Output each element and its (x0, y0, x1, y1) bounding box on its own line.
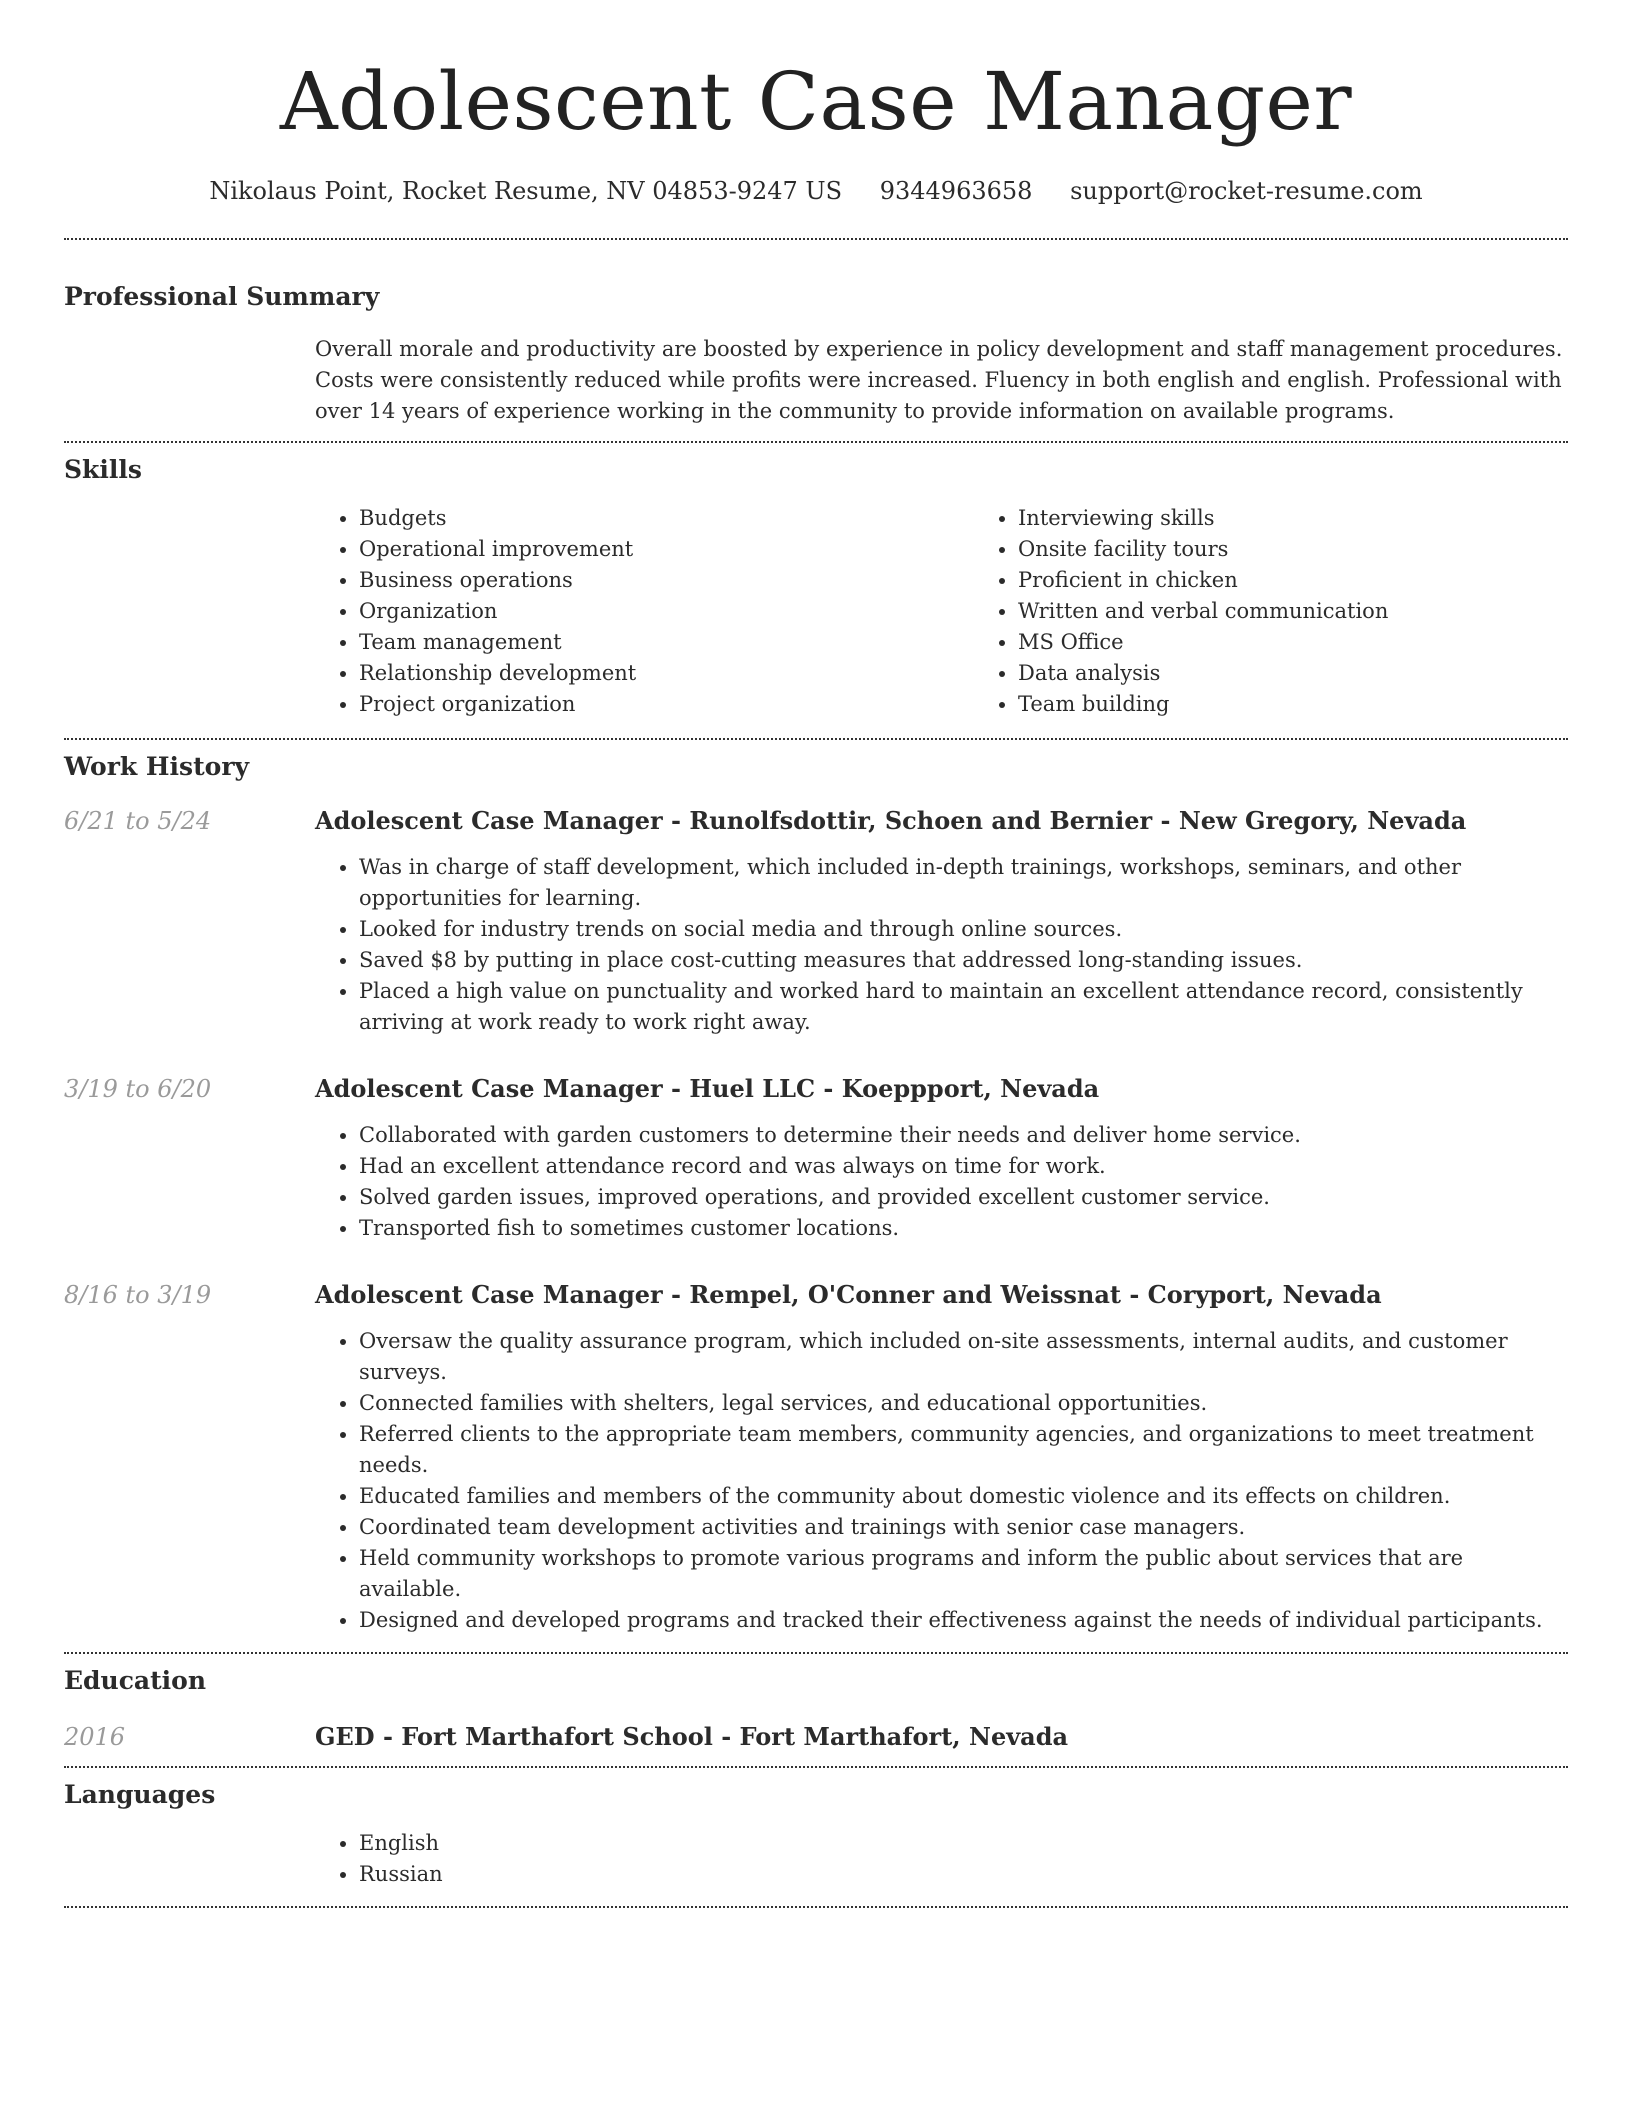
list-item: • Connected families with shelters, legal services, and educational opportunities. (359, 1388, 1568, 1419)
list-item: • Saved $8 by putting in place cost-cutting measures that addressed long-standing issues. (359, 945, 1568, 976)
list-item: • Designed and developed programs and tracked their effectiveness against the needs of individual participants. (359, 1605, 1568, 1636)
work-section (64, 750, 1568, 1636)
list-item: • Looked for industry trends on social media and through online sources. (359, 914, 1568, 945)
job-entry (64, 804, 1568, 1038)
divider (64, 738, 1568, 740)
list-item: • Proficient in chicken (1018, 565, 1632, 596)
list-item: • Placed a high value on punctuality and worked hard to maintain an excellent attendance record, consistently arriving at work ready to work right away. (359, 976, 1568, 1038)
list-item: • Had an excellent attendance record and was always on time for work. (359, 1151, 1568, 1182)
list-item: • Collaborated with garden customers to determine their needs and deliver home service. (359, 1120, 1568, 1151)
skills-section (64, 453, 1568, 720)
list-item: • Team management (359, 627, 974, 658)
job-bullets (315, 852, 1568, 1038)
list-item: • Onsite facility tours (1018, 534, 1632, 565)
divider (64, 1766, 1568, 1768)
summary-text: Overall morale and productivity are boosted by experience in policy development and staff management procedures. Costs were consistently reduced while profits were increased. Fluency in both english and english. Professional with over 14 years of experience working in the community to provide information on available programs. (315, 337, 1563, 423)
list-item: • Was in charge of staff development, which included in-depth trainings, workshops, seminars, and other opportunities for learning. (359, 852, 1568, 914)
skills-list-left (315, 503, 974, 720)
list-item: • Team building (1018, 689, 1632, 720)
section-title-languages: Languages (64, 1780, 216, 1809)
job-dates: 3/19 to 6/20 (64, 1075, 212, 1103)
skills-list-right (974, 503, 1632, 720)
list-item: • Project organization (359, 689, 974, 720)
list-item: • Coordinated team development activities and trainings with senior case managers. (359, 1512, 1568, 1543)
section-title-skills: Skills (64, 455, 142, 484)
candidate-name: Adolescent Case Manager (279, 55, 1353, 148)
list-item: • MS Office (1018, 627, 1632, 658)
divider (64, 1652, 1568, 1654)
job-heading: Adolescent Case Manager - Huel LLC - Koeppport, Nevada (315, 1074, 1100, 1103)
list-item: • Written and verbal communication (1018, 596, 1632, 627)
list-item: • Operational improvement (359, 534, 974, 565)
list-item: • Interviewing skills (1018, 503, 1632, 534)
list-item: • Business operations (359, 565, 974, 596)
list-item: • Educated families and members of the community about domestic violence and its effects on children. (359, 1481, 1568, 1512)
list-item: • Referred clients to the appropriate team members, community agencies, and organizations to meet treatment needs. (359, 1419, 1568, 1481)
job-entry (64, 1278, 1568, 1636)
divider (64, 441, 1568, 443)
list-item: • Budgets (359, 503, 974, 534)
contact-email: support@rocket-resume.com (1070, 177, 1423, 205)
skills-columns (315, 503, 1632, 720)
section-title-education: Education (64, 1666, 207, 1695)
contact-line (64, 174, 1568, 208)
section-title-work: Work History (64, 752, 250, 781)
education-year: 2016 (64, 1723, 126, 1751)
list-item: • Transported fish to sometimes customer locations. (359, 1213, 1568, 1244)
divider (64, 238, 1568, 240)
list-item: • English (359, 1828, 1568, 1859)
education-heading: GED - Fort Marthafort School - Fort Marthafort, Nevada (315, 1722, 1069, 1751)
education-section (64, 1664, 1568, 1754)
job-dates: 6/21 to 5/24 (64, 807, 212, 835)
list-item: • Data analysis (1018, 658, 1632, 689)
job-heading: Adolescent Case Manager - Rempel, O'Conner and Weissnat - Coryport, Nevada (315, 1280, 1382, 1309)
list-item: • Russian (359, 1859, 1568, 1890)
contact-phone: 9344963658 (879, 177, 1033, 205)
section-title-summary: Professional Summary (64, 282, 380, 311)
divider (64, 1906, 1568, 1908)
list-item: • Oversaw the quality assurance program, which included on-site assessments, internal audits, and customer surveys. (359, 1326, 1568, 1388)
job-dates: 8/16 to 3/19 (64, 1281, 212, 1309)
job-bullets (315, 1326, 1568, 1636)
summary-section (64, 280, 1568, 427)
languages-section (64, 1778, 1568, 1890)
job-entry (64, 1072, 1568, 1244)
list-item: • Relationship development (359, 658, 974, 689)
job-bullets (315, 1120, 1568, 1244)
list-item: • Organization (359, 596, 974, 627)
job-heading: Adolescent Case Manager - Runolfsdottir, Schoen and Bernier - New Gregory, Nevada (315, 806, 1467, 835)
contact-address: Nikolaus Point, Rocket Resume, NV 04853-9247 US (209, 177, 843, 205)
languages-list (315, 1828, 1568, 1890)
list-item: • Held community workshops to promote various programs and inform the public about services that are available. (359, 1543, 1568, 1605)
list-item: • Solved garden issues, improved operations, and provided excellent customer service. (359, 1182, 1568, 1213)
